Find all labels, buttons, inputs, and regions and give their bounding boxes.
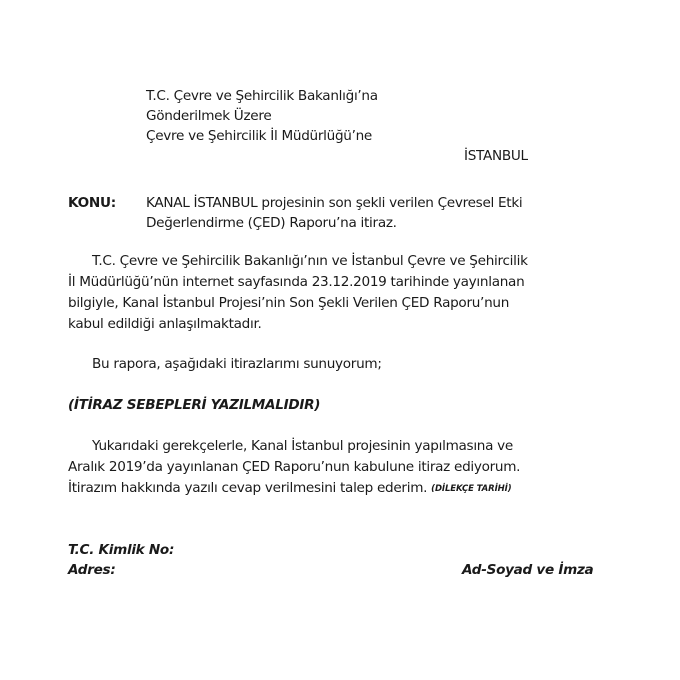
subject-label: KONU: <box>68 195 116 211</box>
paragraph-3-line-2: Aralık 2019’da yayınlanan ÇED Raporu’nun kabulune itiraz ediyorum. <box>68 459 521 475</box>
paragraph-1-line-1: T.C. Çevre ve Şehircilik Bakanlığı’nın ve İstanbul Çevre ve Şehircilik <box>92 253 528 269</box>
paragraph-3-line-3 <box>68 478 512 500</box>
addressee-line-1: T.C. Çevre ve Şehircilik Bakanlığı’na <box>146 88 378 104</box>
subject-line-2: Değerlendirme (ÇED) Raporu’na itiraz. <box>146 215 397 231</box>
paragraph-2-line-1: Bu rapora, aşağıdaki itirazlarımı sunuyorum; <box>92 356 382 372</box>
id-number-label: T.C. Kimlik No: <box>68 542 175 558</box>
addressee-line-3: Çevre ve Şehircilik İl Müdürlüğü’ne <box>146 128 372 144</box>
paragraph-3-line-3-text: İtirazım hakkında yazılı cevap verilmesini talep ederim. <box>68 480 428 496</box>
addressee-line-2: Gönderilmek Üzere <box>146 108 272 124</box>
signature-label: Ad-Soyad ve İmza <box>462 562 594 578</box>
paragraph-3-line-1: Yukarıdaki gerekçelerle, Kanal İstanbul projesinin yapılmasına ve <box>92 438 513 454</box>
paragraph-1-line-4: kabul edildiği anlaşılmaktadır. <box>68 316 262 332</box>
address-label: Adres: <box>68 562 116 578</box>
addressee-city: İSTANBUL <box>464 148 528 164</box>
paragraph-1-line-3: bilgiyle, Kanal İstanbul Projesi’nin Son Şekli Verilen ÇED Raporu’nun <box>68 295 510 311</box>
objection-reasons-placeholder: (İTİRAZ SEBEPLERİ YAZILMALIDIR) <box>68 397 321 413</box>
subject-line-1: KANAL İSTANBUL projesinin son şekli verilen Çevresel Etki <box>146 195 523 211</box>
paragraph-1-line-2: İl Müdürlüğü’nün internet sayfasında 23.12.2019 tarihinde yayınlanan <box>68 274 525 290</box>
petition-date-note: (DİLEKÇE TARİHİ) <box>431 484 512 494</box>
